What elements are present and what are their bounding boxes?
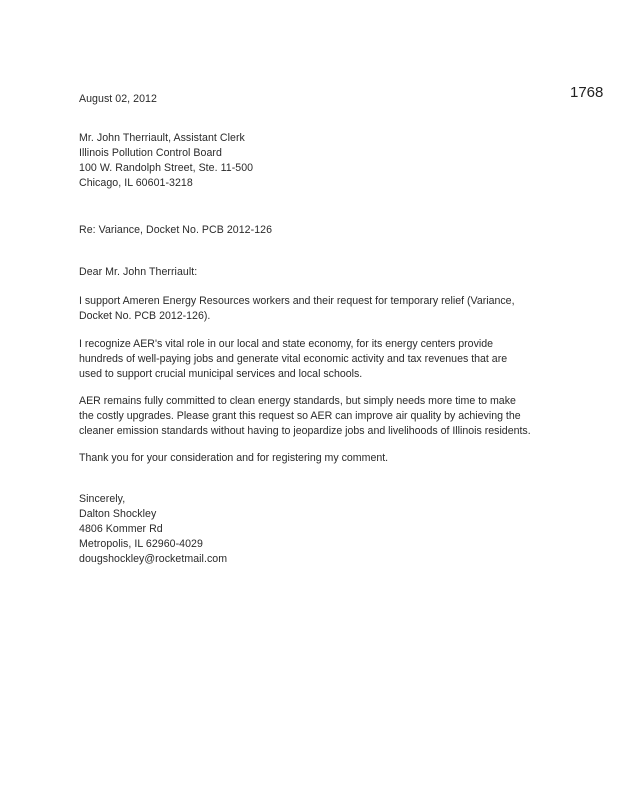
recipient-city: Chicago, IL 60601-3218 — [79, 177, 193, 189]
paragraph-1 — [79, 294, 549, 324]
paragraph-line: cleaner emission standards without having to jeopardize jobs and livelihoods of Illinois residents. — [79, 425, 531, 437]
recipient-organization: Illinois Pollution Control Board — [79, 147, 222, 159]
letter-date: August 02, 2012 — [79, 93, 157, 105]
paragraph-line: the costly upgrades. Please grant this request so AER can improve air quality by achieving the — [79, 410, 521, 422]
re-line: Re: Variance, Docket No. PCB 2012-126 — [79, 224, 273, 236]
paragraph-4 — [79, 451, 549, 466]
paragraph-line: Thank you for your consideration and for registering my comment. — [79, 452, 389, 464]
paragraph-2 — [79, 337, 549, 382]
recipient-street: 100 W. Randolph Street, Ste. 11-500 — [79, 162, 254, 174]
page-number: 1768 — [570, 84, 604, 101]
signature-city: Metropolis, IL 62960-4029 — [79, 538, 203, 550]
paragraph-3 — [79, 394, 549, 439]
signature-street: 4806 Kommer Rd — [79, 523, 163, 535]
paragraph-line: I recognize AER's vital role in our local and state economy, for its energy centers provide — [79, 338, 494, 350]
paragraph-line: hundreds of well-paying jobs and generate vital economic activity and tax revenues that are — [79, 353, 508, 365]
signature-name: Dalton Shockley — [79, 508, 157, 520]
paragraph-line: used to support crucial municipal services and local schools. — [79, 368, 363, 380]
paragraph-line: I support Ameren Energy Resources workers and their request for temporary relief (Variance, — [79, 295, 515, 307]
paragraph-line: Docket No. PCB 2012-126). — [79, 310, 211, 322]
salutation: Dear Mr. John Therriault: — [79, 266, 198, 278]
paragraph-line: AER remains fully committed to clean energy standards, but simply needs more time to make — [79, 395, 516, 407]
signature-email: dougshockley@rocketmail.com — [79, 553, 228, 565]
recipient-name-title: Mr. John Therriault, Assistant Clerk — [79, 132, 245, 144]
closing: Sincerely, — [79, 493, 126, 505]
